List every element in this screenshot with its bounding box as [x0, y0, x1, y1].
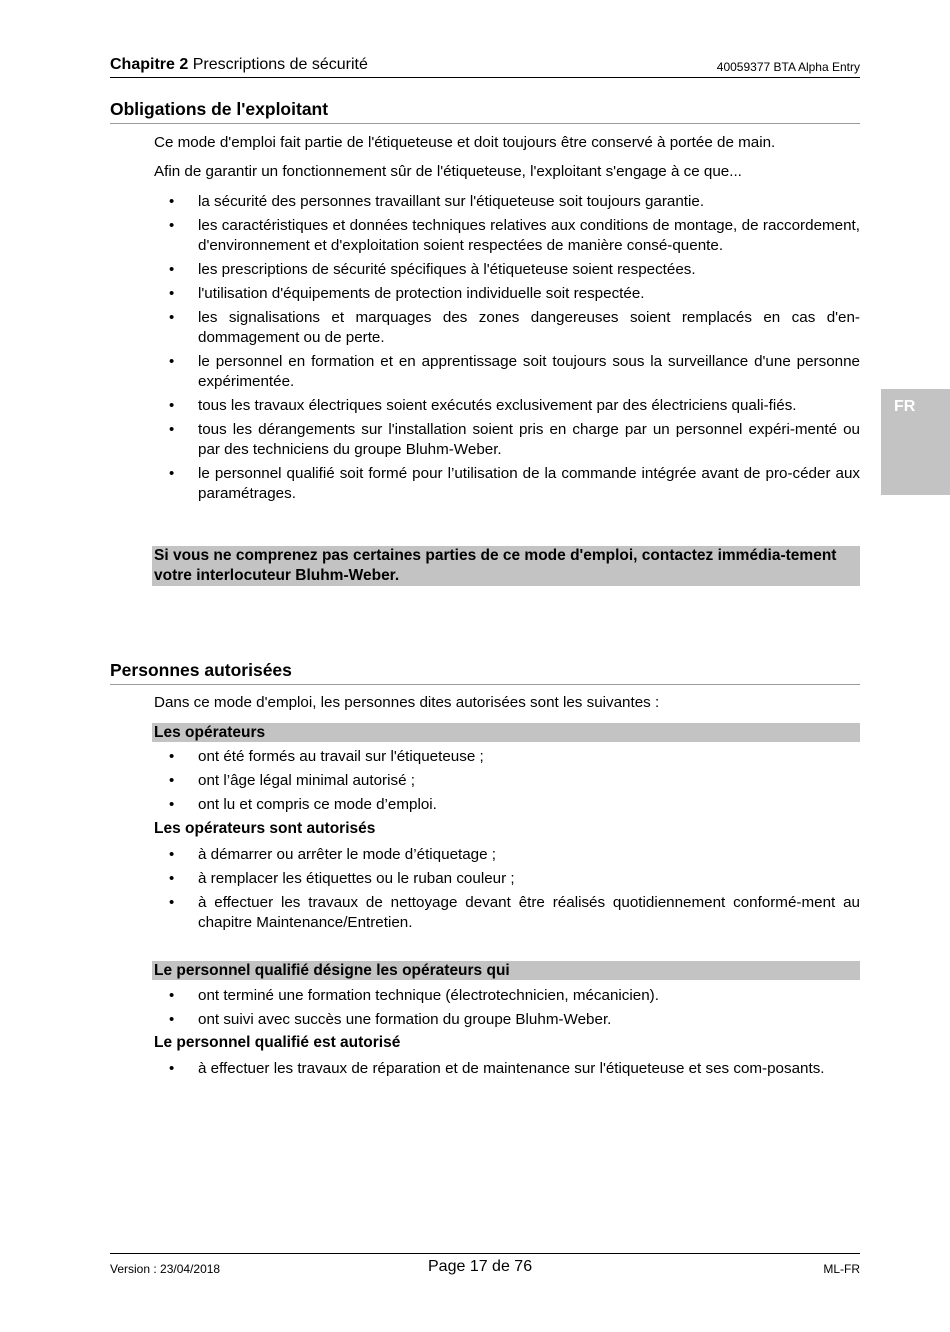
bullet-icon: • [169, 261, 175, 278]
language-code: ML-FR [823, 1262, 860, 1276]
paragraph: Dans ce mode d'emploi, les personnes dites autorisées sont les suivantes : [154, 694, 660, 711]
bullet-icon: • [169, 465, 175, 482]
language-tab [881, 389, 950, 495]
page-header [110, 55, 860, 78]
bullet-icon: • [169, 193, 175, 210]
qualified-staff-list [154, 986, 860, 1030]
bullet-icon: • [169, 796, 175, 813]
bullet-icon: • [169, 217, 175, 234]
bullet-icon: • [169, 894, 175, 911]
list-item: • tous les travaux électriques soient exécutés exclusivement par des électriciens quali-fiés. [169, 397, 797, 414]
chapter-title: Prescriptions de sécurité [192, 56, 368, 73]
bullet-icon: • [169, 846, 175, 863]
operators-heading: Les opérateurs [152, 723, 860, 742]
contact-notice: Si vous ne comprenez pas certaines parties de ce mode d'emploi, contactez immédia-tement votre interlocuteur Bluhm-Weber. [152, 546, 860, 586]
operators-list [154, 747, 860, 815]
bullet-icon: • [169, 421, 175, 438]
list-item: • tous les dérangements sur l'installation soient pris en charge par un personnel expéri-menté ou par des techniciens du groupe Bluhm-Weber. [169, 421, 860, 458]
bullet-icon: • [169, 397, 175, 414]
list-item: • le personnel qualifié soit formé pour l’utilisation de la commande intégrée avant de pro-céder aux paramétrages. [169, 465, 860, 502]
paragraph: Ce mode d'emploi fait partie de l'étiqueteuse et doit toujours être conservé à portée de main. [154, 134, 776, 151]
bullet-icon: • [169, 285, 175, 302]
page-number: Page 17 de 76 [428, 1258, 533, 1275]
section-title-operator-obligations [110, 99, 860, 124]
list-item: • les prescriptions de sécurité spécifiques à l'étiqueteuse soient respectées. [169, 261, 696, 278]
list-item: • ont suivi avec succès une formation du groupe Bluhm-Weber. [169, 1011, 612, 1028]
section-title-authorized-persons [110, 660, 860, 685]
list-item: • à démarrer ou arrêter le mode d’étiquetage ; [169, 846, 497, 863]
list-item: • à effectuer les travaux de réparation et de maintenance sur l'étiqueteuse et ses com-posants. [169, 1060, 825, 1077]
bullet-icon: • [169, 1060, 175, 1077]
chapter-heading [110, 56, 368, 74]
list-item: • les signalisations et marquages des zones dangereuses soient remplacés en cas d'en-dommagement ou de perte. [169, 309, 860, 346]
list-item: • le personnel en formation et en apprentissage soit toujours sous la surveillance d'une personne expérimentée. [169, 353, 860, 390]
qualified-staff-authorized-heading: Le personnel qualifié est autorisé [154, 1034, 401, 1051]
bullet-icon: • [169, 772, 175, 789]
list-item: • à effectuer les travaux de nettoyage devant être réalisés quotidiennement conformé-ment au chapitre Maintenance/Entretien. [169, 894, 860, 931]
language-tab-label: FR [894, 398, 916, 415]
bullet-icon: • [169, 870, 175, 887]
page-footer [110, 1253, 860, 1284]
list-item: • les caractéristiques et données techniques relatives aux conditions de montage, de raccordement, d'environnement et d'exploitation soient respectées de manière consé-quente. [169, 217, 860, 254]
qualified-staff-heading: Le personnel qualifié désigne les opérateurs qui [152, 961, 860, 980]
list-item: • ont lu et compris ce mode d’emploi. [169, 796, 437, 813]
chapter-label: Chapitre 2 [110, 56, 189, 73]
section-title-text: Obligations de l'exploitant [110, 99, 329, 119]
paragraph: Afin de garantir un fonctionnement sûr de l'étiqueteuse, l'exploitant s'engage à ce que... [154, 163, 742, 180]
list-item: • l'utilisation d'équipements de protection individuelle soit respectée. [169, 285, 645, 302]
bullet-icon: • [169, 1011, 175, 1028]
list-item: • ont l’âge légal minimal autorisé ; [169, 772, 415, 789]
bullet-icon: • [169, 748, 175, 765]
list-item: • à remplacer les étiquettes ou le ruban couleur ; [169, 870, 515, 887]
document-reference: 40059377 BTA Alpha Entry [716, 60, 860, 74]
bullet-icon: • [169, 353, 175, 370]
list-item: • la sécurité des personnes travaillant sur l'étiqueteuse soit toujours garantie. [169, 193, 705, 210]
qualified-staff-authorized-list [154, 1059, 860, 1079]
section-title-text: Personnes autorisées [110, 660, 292, 680]
operators-authorized-list [154, 845, 860, 933]
list-item: • ont été formés au travail sur l'étiqueteuse ; [169, 748, 484, 765]
bullet-icon: • [169, 987, 175, 1004]
operators-authorized-heading: Les opérateurs sont autorisés [154, 820, 376, 837]
obligations-list [154, 192, 860, 504]
version-date: Version : 23/04/2018 [110, 1262, 221, 1276]
list-item: • ont terminé une formation technique (électrotechnicien, mécanicien). [169, 987, 659, 1004]
bullet-icon: • [169, 309, 175, 326]
